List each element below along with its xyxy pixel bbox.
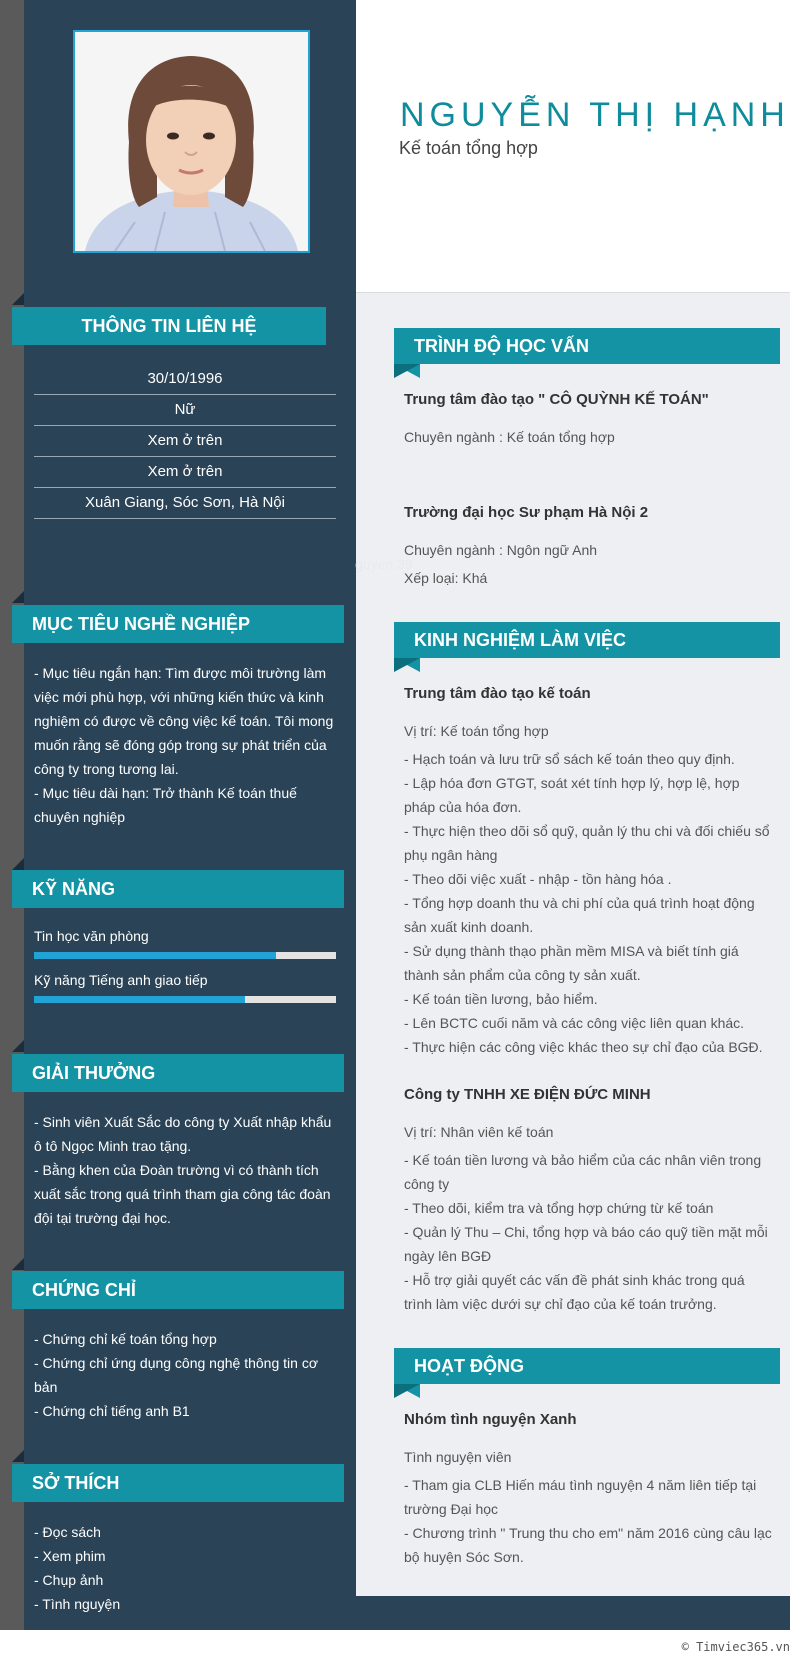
- certificate-item: - Chứng chỉ ứng dụng công nghệ thông tin cơ bản: [34, 1355, 318, 1395]
- section-fold-decoration: [394, 364, 420, 378]
- section-fold-decoration: [394, 658, 420, 672]
- activity-entry: [404, 1408, 774, 1569]
- candidate-name: NGUYỄN THỊ HẠNH: [400, 96, 790, 134]
- experience-entry: [404, 682, 774, 1059]
- activity-item: - Tham gia CLB Hiến máu tình nguyện 4 năm liên tiếp tại trường Đại học: [404, 1477, 757, 1517]
- duty-item: - Sử dụng thành thạo phần mềm MISA và biết tính giá thành sản phẩm của công ty sản xuất.: [404, 943, 739, 983]
- hobby-item: - Tình nguyện: [34, 1596, 121, 1612]
- major: Chuyên ngành : Kế toán tổng hợp: [404, 429, 615, 445]
- skill-name: Kỹ năng Tiếng anh giao tiếp: [34, 972, 208, 988]
- skill-bar: [34, 996, 336, 1003]
- gender: Nữ: [34, 395, 336, 426]
- job-title: Kế toán tổng hợp: [399, 138, 538, 158]
- skill-bar: [34, 952, 336, 959]
- hobbies-text: [34, 1520, 336, 1616]
- duty-item: - Hỗ trợ giải quyết các vấn đề phát sinh khác trong quá trình làm việc dưới sự chỉ đạo của kế toán trưởng.: [404, 1272, 745, 1312]
- certificates-text: [34, 1327, 336, 1423]
- major: Chuyên ngành : Ngôn ngữ Anh: [404, 542, 598, 558]
- duty-item: - Lập hóa đơn GTGT, soát xét tính hợp lý, hợp lệ, hợp pháp của hóa đơn.: [404, 775, 740, 815]
- school-name: Trường đại học Sư phạm Hà Nội 2: [404, 504, 649, 521]
- portrait-image: [75, 32, 308, 251]
- site-credit: © Timviec365.vn: [681, 1640, 790, 1654]
- objective-heading: MỤC TIÊU NGHỀ NGHIỆP: [12, 605, 344, 643]
- activity-item: - Chương trình " Trung thu cho em" năm 2016 cùng câu lạc bộ huyện Sóc Sơn.: [404, 1525, 772, 1565]
- skill-bar-fill: [34, 952, 276, 959]
- section-fold-decoration: [12, 293, 24, 305]
- birthdate: 30/10/1996: [34, 364, 336, 395]
- section-fold-decoration: [12, 1450, 24, 1462]
- skill-item: [34, 928, 336, 959]
- section-fold-decoration: [12, 591, 24, 603]
- watermark-text: guyen.39: [355, 556, 413, 572]
- duty-item: - Lên BCTC cuối năm và các công việc liên quan khác.: [404, 1015, 745, 1031]
- skill-item: [34, 972, 336, 1003]
- contact-list: [34, 364, 336, 519]
- duty-item: - Theo dõi việc xuất - nhập - tồn hàng hóa .: [404, 871, 672, 887]
- company-name: Công ty TNHH XE ĐIỆN ĐỨC MINH: [404, 1086, 651, 1103]
- hobby-item: - Xem phim: [34, 1548, 106, 1564]
- activities-heading: HOẠT ĐỘNG: [394, 1348, 780, 1384]
- duty-item: - Kế toán tiền lương và bảo hiểm của các nhân viên trong công ty: [404, 1152, 762, 1192]
- objective-text: [34, 661, 336, 829]
- organization-name: Nhóm tình nguyện Xanh: [404, 1411, 577, 1428]
- hobby-item: - Đọc sách: [34, 1524, 101, 1540]
- section-fold-decoration: [12, 1258, 24, 1270]
- section-fold-decoration: [394, 1384, 420, 1398]
- certificate-item: - Chứng chỉ kế toán tổng hợp: [34, 1331, 217, 1347]
- certificate-item: - Chứng chỉ tiếng anh B1: [34, 1403, 190, 1419]
- role: Tình nguyện viên: [404, 1449, 512, 1465]
- section-fold-decoration: [12, 1040, 24, 1052]
- skill-bar-fill: [34, 996, 245, 1003]
- objective-long-term: - Mục tiêu dài hạn: Trở thành Kế toán thuế chuyên nghiệp: [34, 785, 297, 825]
- phone: Xem ở trên: [34, 426, 336, 457]
- left-edge-strip: [0, 0, 24, 1630]
- award-item: - Bằng khen của Đoàn trường vì có thành tích xuất sắc trong quá trình tham gia công tác đoàn đội tại trường đại học.: [34, 1162, 331, 1226]
- duty-item: - Quản lý Thu – Chi, tổng hợp và báo cáo quỹ tiền mặt mỗi ngày lên BGĐ: [404, 1224, 768, 1264]
- skill-name: Tin học văn phòng: [34, 928, 149, 944]
- section-fold-decoration: [12, 858, 24, 870]
- education-entry: [404, 501, 774, 590]
- duty-item: - Hạch toán và lưu trữ sổ sách kế toán theo quy định.: [404, 751, 735, 767]
- skills-heading: KỸ NĂNG: [12, 870, 344, 908]
- company-name: Trung tâm đào tạo kế toán: [404, 685, 591, 702]
- duty-item: - Thực hiện các công việc khác theo sự chỉ đạo của BGĐ.: [404, 1039, 763, 1055]
- hobbies-heading: SỞ THÍCH: [12, 1464, 344, 1502]
- address: Xuân Giang, Sóc Sơn, Hà Nội: [34, 488, 336, 519]
- duty-item: - Thực hiện theo dõi sổ quỹ, quản lý thu chi và đối chiếu sổ phụ ngân hàng: [404, 823, 770, 863]
- grade: Xếp loại: Khá: [404, 570, 488, 586]
- hobby-item: - Chụp ảnh: [34, 1572, 104, 1588]
- awards-heading: GIẢI THƯỞNG: [12, 1054, 344, 1092]
- experience-heading: KINH NGHIỆM LÀM VIỆC: [394, 622, 780, 658]
- objective-short-term: - Mục tiêu ngắn hạn: Tìm được môi trường làm việc mới phù hợp, với những kiến thức và kinh nghiệm có được về công việc kế toán. Tôi mong muốn rằng sẽ đóng góp trong sự phát triển của công ty trong tương lai.: [34, 665, 334, 777]
- position: Vị trí: Kế toán tổng hợp: [404, 723, 549, 739]
- awards-text: [34, 1110, 336, 1230]
- footer: [0, 1630, 790, 1656]
- duty-item: - Kế toán tiền lương, bảo hiểm.: [404, 991, 598, 1007]
- education-heading: TRÌNH ĐỘ HỌC VẤN: [394, 328, 780, 364]
- duty-item: - Theo dõi, kiểm tra và tổng hợp chứng từ kế toán: [404, 1200, 714, 1216]
- experience-entry: [404, 1083, 774, 1316]
- school-name: Trung tâm đào tạo " CÔ QUỲNH KẾ TOÁN": [404, 391, 709, 408]
- duty-item: - Tổng hợp doanh thu và chi phí của quá trình hoạt động sản xuất kinh doanh.: [404, 895, 755, 935]
- profile-photo: [73, 30, 310, 253]
- position: Vị trí: Nhân viên kế toán: [404, 1124, 554, 1140]
- contact-heading: THÔNG TIN LIÊN HỆ: [12, 307, 326, 345]
- education-entry: [404, 388, 774, 449]
- certificates-heading: CHỨNG CHỈ: [12, 1271, 344, 1309]
- award-item: - Sinh viên Xuất Sắc do công ty Xuất nhập khẩu ô tô Ngọc Minh trao tặng.: [34, 1114, 332, 1154]
- email: Xem ở trên: [34, 457, 336, 488]
